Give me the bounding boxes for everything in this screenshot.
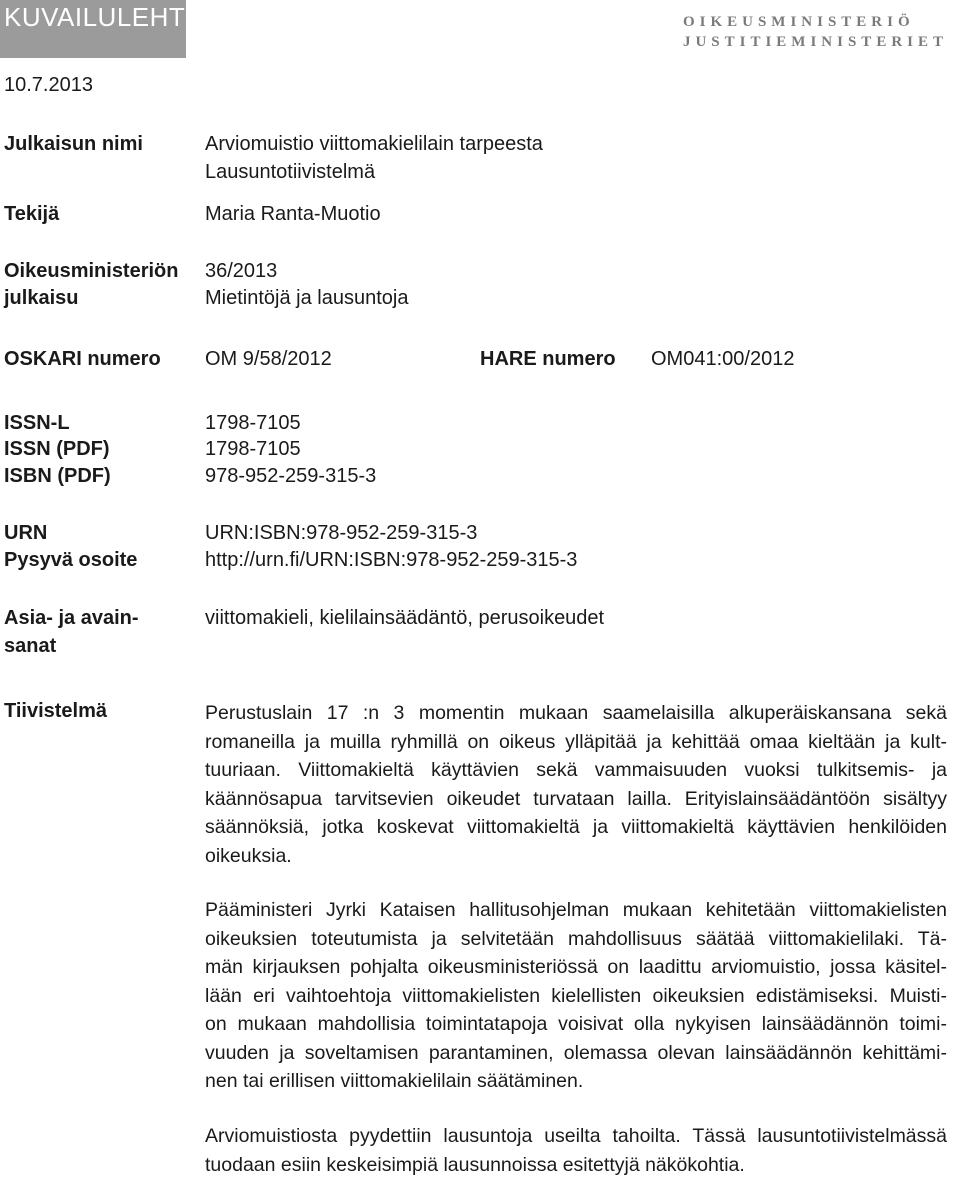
issnpdf-value: 1798-7105 bbox=[205, 438, 301, 460]
ministry-name-fi: OIKEUSMINISTERIÖ bbox=[682, 14, 915, 30]
summary-paragraph-1 bbox=[205, 699, 947, 870]
ministry-logo bbox=[683, 12, 948, 52]
summary-p1-line: romaneilla ja muilla ryhmillä on oikeus ylläpitää ja kehittää omaa kieltään ja kult- bbox=[205, 730, 947, 753]
urn-value: URN:ISBN:978-952-259-315-3 bbox=[205, 522, 478, 544]
keywords-label-line-2: sanat bbox=[4, 635, 57, 657]
summary-p1-line: säännöksiä, jotka koskevat viittomakieltä ja viittomakieltä käyttävien henkilöiden bbox=[205, 816, 947, 838]
series-name: Mietintöjä ja lausuntoja bbox=[205, 287, 409, 309]
summary-paragraph-3 bbox=[205, 1122, 947, 1179]
summary-p2-line: vuuden ja soveltamisen parantaminen, olemassa olevan lainsäädännön kehittämi- bbox=[205, 1041, 947, 1064]
hare-value: OM041:00/2012 bbox=[651, 348, 795, 370]
publication-name-label: Julkaisun nimi bbox=[4, 133, 143, 155]
series-number: 36/2013 bbox=[205, 260, 278, 282]
summary-p2-line: män kirjauksen pohjalta oikeusministeriössä on laadittu arviomuistio, jossa käsitel- bbox=[205, 956, 947, 978]
summary-p1-line: Perustuslain 17 :n 3 momentin mukaan saamelaisilla alkuperäiskansana sekä bbox=[205, 702, 947, 724]
series-label-line-2: julkaisu bbox=[4, 287, 79, 309]
isbnpdf-label: ISBN (PDF) bbox=[4, 465, 111, 487]
summary-p3-line: Arviomuistiosta pyydettiin lausuntoja useilta tahoilta. Tässä lausuntotiivistelmässä bbox=[205, 1125, 947, 1147]
summary-label: Tiivistelmä bbox=[4, 700, 108, 722]
permanent-address-link[interactable]: http://urn.fi/URN:ISBN:978-952-259-315-3 bbox=[205, 549, 578, 571]
summary-p2-line: on mukaan mahdollisia toimintatapoja voisivat olla nykyisen lainsäädännön toimi- bbox=[205, 1013, 947, 1035]
publication-name-line-2: Lausuntotiivistelmä bbox=[205, 161, 376, 183]
issnpdf-label: ISSN (PDF) bbox=[4, 438, 110, 460]
oskari-value: OM 9/58/2012 bbox=[205, 348, 332, 370]
summary-p2-line: lään eri vaihtoehtoja viittomakielisten kielellisten oikeuksien edistämiseksi. Muisti- bbox=[205, 984, 947, 1007]
summary-p3-line: tuodaan esiin keskeisimpiä lausunnoissa esitettyjä näkökohtia. bbox=[205, 1153, 745, 1176]
summary-p2-line: nen tai erillisen viittomakielilain säätäminen. bbox=[205, 1070, 584, 1092]
publication-name-line-1: Arviomuistio viittomakielilain tarpeesta bbox=[205, 133, 543, 155]
summary-p1-line: käännösapua tarvitsevien oikeudet turvataan lailla. Erityislainsäädäntöön sisältyy bbox=[205, 787, 947, 810]
urn-label: URN bbox=[4, 522, 48, 544]
summary-p1-line: oikeuksia. bbox=[205, 844, 292, 867]
author-value: Maria Ranta-Muotio bbox=[205, 203, 381, 225]
issnl-label: ISSN-L bbox=[4, 412, 70, 434]
author-label: Tekijä bbox=[4, 203, 60, 225]
summary-p2-line: Pääministeri Jyrki Kataisen hallitusohjelman mukaan kehitetään viittomakielisten bbox=[205, 899, 947, 921]
keywords-label-line-1: Asia- ja avain- bbox=[4, 607, 139, 629]
series-label-line-1: Oikeusministeriön bbox=[4, 260, 179, 282]
summary-paragraph-2 bbox=[205, 896, 947, 1096]
oskari-label: OSKARI numero bbox=[4, 348, 161, 370]
header-bar bbox=[0, 0, 194, 58]
isbnpdf-value: 978-952-259-315-3 bbox=[205, 465, 377, 487]
summary-p2-line: oikeuksien toteutumista ja selvitetään mahdollisuus säätää viittomakielilaki. Tä- bbox=[205, 927, 947, 950]
keywords-value: viittomakieli, kielilainsäädäntö, perusoikeudet bbox=[205, 607, 605, 629]
hare-label: HARE numero bbox=[480, 348, 616, 370]
document-type-title: KUVAILULEHTI bbox=[4, 2, 194, 32]
ministry-name-sv: JUSTITIEMINISTERIET bbox=[682, 34, 948, 50]
summary-p1-line: tuuriaan. Viittomakieltä käyttävien sekä vammaisuuden vuoksi tulkitsemis- ja bbox=[205, 759, 947, 781]
issnl-value: 1798-7105 bbox=[205, 412, 301, 434]
document-date: 10.7.2013 bbox=[4, 74, 93, 96]
permanent-address-label: Pysyvä osoite bbox=[4, 549, 138, 571]
